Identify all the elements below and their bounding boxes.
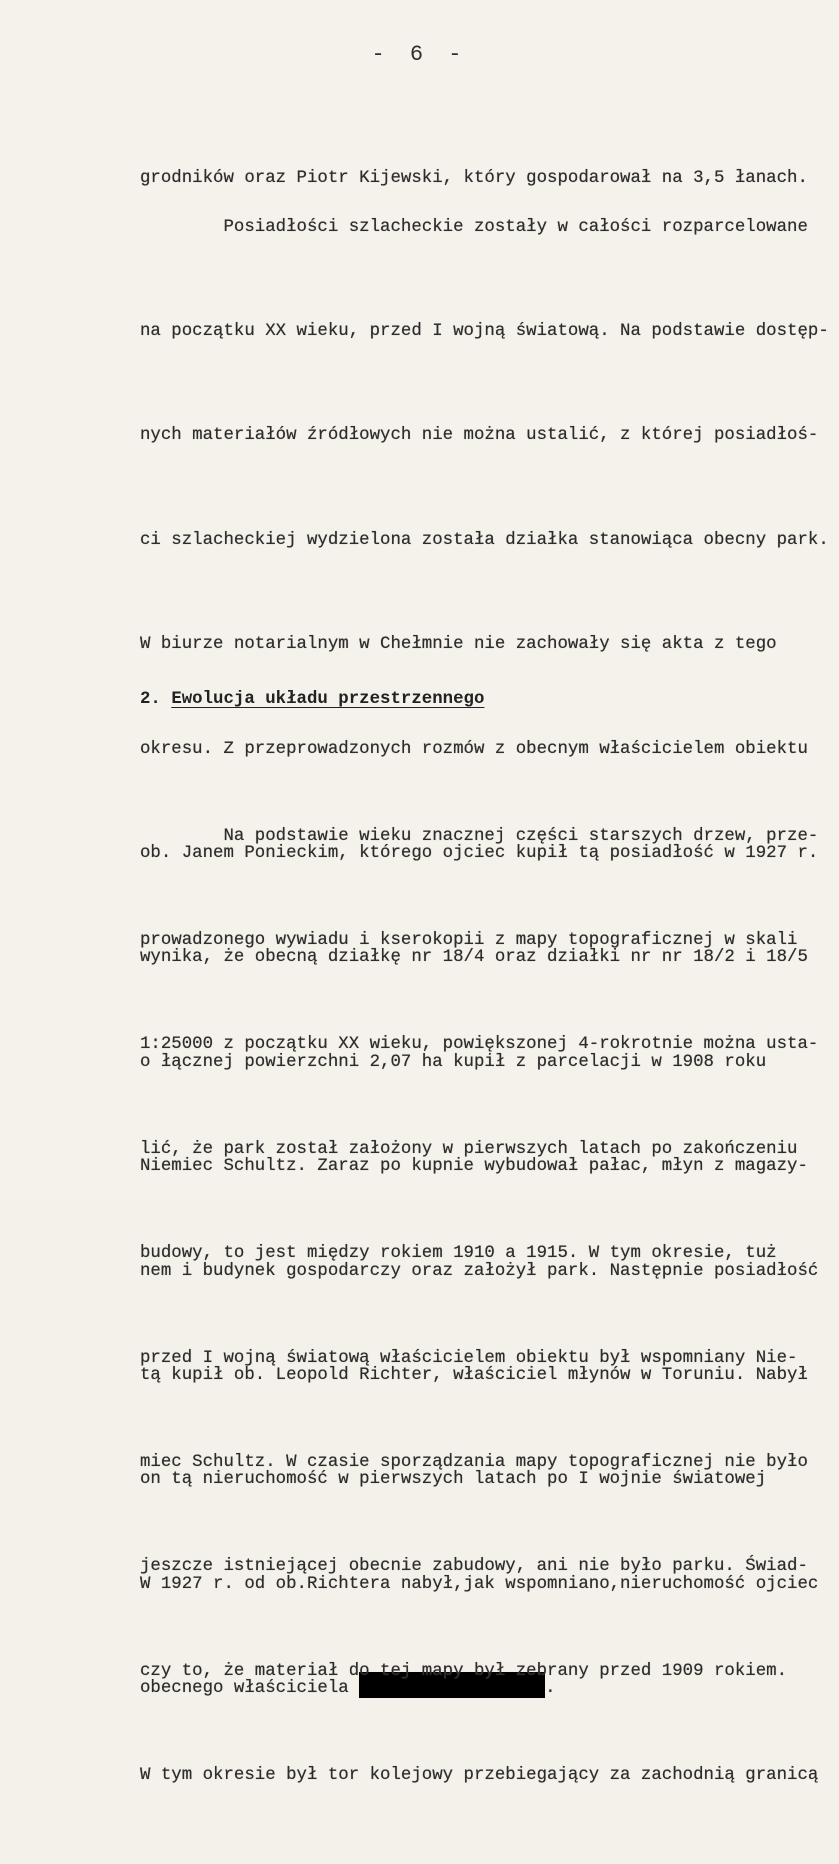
section-title: Ewolucja układu przestrzennego [171,690,485,709]
section-number: 2. [140,690,172,709]
text-line: okresu. Z przeprowadzonych rozmów z obecnym właścicielem obiektu [140,739,808,759]
text-line: Na podstawie wieku znacznej części starszych drzew, prze- [140,826,819,846]
text-line: ci szlacheckiej wydzielona została działka stanowiąca obecny park. [140,530,829,550]
text-line: lić, że park został założony w pierwszych latach po zakończeniu [140,1139,798,1159]
text-line: 1:25000 z początku XX wieku, powiększonej 4-rokrotnie można usta- [140,1035,819,1055]
text-fragment: obecnego właściciela [140,1679,360,1699]
text-fragment: . [545,1679,556,1699]
text-line: budowy, to jest między rokiem 1910 a 1915. W tym okresie, tuż [140,1244,777,1264]
text-line: Posiadłości szlacheckie zostały w całości rozparcelowane [140,217,808,237]
text-line: na początku XX wieku, przed I wojną światową. Na podstawie dostęp- [140,321,829,341]
text-line: W biurze notarialnym w Chełmnie nie zachowały się akta z tego [140,635,777,655]
text-line: tą kupił ob. Leopold Richter, właściciel młynów w Toruniu. Nabył [140,1365,808,1385]
page-number: - 6 - [371,42,468,67]
text-line: czy to, że materiał do tej mapy był zebrany przed 1909 rokiem. [140,1661,788,1681]
text-line: wynika, że obecną działkę nr 18/4 oraz działki nr nr 18/2 i 18/5 [140,948,808,968]
text-line: prowadzonego wywiadu i kserokopii z mapy topograficznej w skali [140,930,798,950]
text-line: grodników oraz Piotr Kijewski, który gospodarował na 3,5 łanach. [140,168,808,188]
text-line: nem i budynek gospodarczy oraz założył park. Następnie posiadłość [140,1261,819,1281]
text-line: ob. Janem Ponieckim, którego ojciec kupił tą posiadłość w 1927 r. [140,843,819,863]
text-line: W 1927 r. od ob.Richtera nabył,jak wspomniano,nieruchomość ojciec [140,1574,819,1594]
text-line: przed I wojną światową właścicielem obiektu był wspomniany Nie- [140,1348,798,1368]
section-heading [140,690,484,709]
text-line: jeszcze istniejącej obecnie zabudowy, ani nie było parku. Świad- [140,1557,808,1577]
text-line: miec Schultz. W czasie sporządzania mapy topograficznej nie było [140,1452,808,1472]
paragraph-3 [140,750,819,1864]
text-line: o łącznej powierzchni 2,07 ha kupił z parcelacji w 1908 roku [140,1052,767,1072]
text-line: W tym okresie był tor kolejowy przebiegający za zachodnią granicą [140,1766,819,1786]
text-line: on tą nieruchomość w pierwszych latach po I wojnie światowej [140,1470,767,1490]
text-line: Niemiec Schultz. Zaraz po kupnie wybudował pałac, młyn z magazy- [140,1157,808,1177]
text-line: nych materiałów źródłowych nie można ustalić, z której posiadłoś- [140,426,819,446]
